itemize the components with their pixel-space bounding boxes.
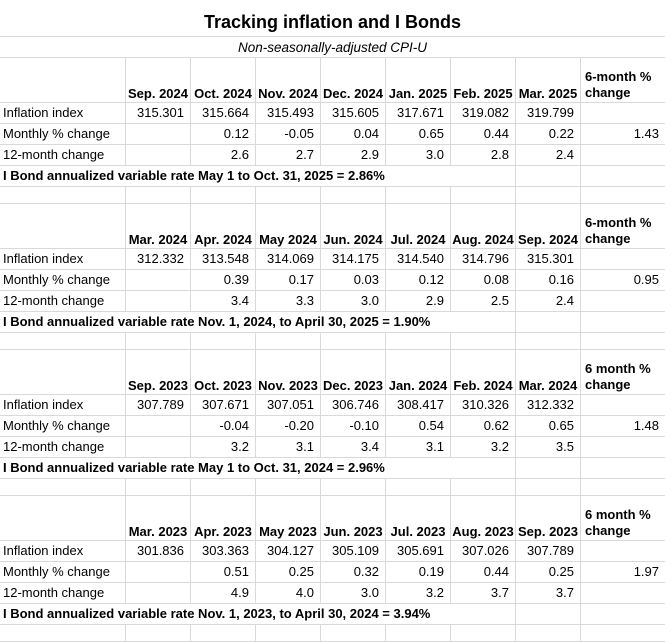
- empty-cell[interactable]: [581, 541, 665, 561]
- twelve-month-change-value[interactable]: 3.4: [321, 437, 386, 457]
- header-empty-cell[interactable]: [0, 58, 126, 102]
- inflation-index-value[interactable]: 304.127: [256, 541, 321, 561]
- month-header-cell[interactable]: Aug. 2024: [451, 204, 516, 248]
- empty-cell[interactable]: [581, 103, 665, 123]
- page-subtitle: Non-seasonally-adjusted CPI-U: [237, 39, 428, 55]
- ibond-rate-row: [0, 312, 665, 333]
- twelve-month-change-value[interactable]: 3.3: [256, 291, 321, 311]
- inflation-index-value[interactable]: 307.026: [451, 541, 516, 561]
- monthly-pct-change-row: [0, 562, 665, 583]
- ibond-rate-row: [0, 458, 665, 479]
- twelve-month-change-value[interactable]: 3.2: [191, 437, 256, 457]
- empty-cell[interactable]: [516, 312, 581, 332]
- monthly-pct-change-value[interactable]: -0.10: [321, 416, 386, 436]
- empty-cell[interactable]: [191, 479, 256, 495]
- monthly-pct-change-label[interactable]: Monthly % change: [0, 416, 126, 436]
- empty-cell[interactable]: [581, 604, 665, 624]
- empty-cell[interactable]: [386, 333, 451, 349]
- monthly-pct-change-value[interactable]: 0.62: [451, 416, 516, 436]
- monthly-pct-change-label[interactable]: Monthly % change: [0, 124, 126, 144]
- monthly-pct-change-value[interactable]: 0.22: [516, 124, 581, 144]
- inflation-index-value[interactable]: 305.691: [386, 541, 451, 561]
- twelve-month-change-value[interactable]: [126, 145, 191, 165]
- month-header-cell[interactable]: Jul. 2024: [386, 204, 451, 248]
- monthly-pct-change-value[interactable]: 0.03: [321, 270, 386, 290]
- tables-container: [0, 58, 665, 642]
- monthly-pct-change-value[interactable]: 0.65: [516, 416, 581, 436]
- subtitle-row: [0, 37, 665, 58]
- empty-cell[interactable]: [321, 625, 386, 641]
- empty-cell[interactable]: [581, 458, 665, 478]
- monthly-pct-change-value[interactable]: 0.16: [516, 270, 581, 290]
- ibond-rate-note[interactable]: I Bond annualized variable rate May 1 to Oct. 31, 2024 = 2.96%: [3, 460, 385, 475]
- inflation-index-value[interactable]: 317.671: [386, 103, 451, 123]
- monthly-pct-change-value[interactable]: 0.25: [516, 562, 581, 582]
- six-month-change-value[interactable]: 1.43: [633, 126, 659, 141]
- empty-cell[interactable]: [256, 333, 321, 349]
- ibond-rate-note[interactable]: I Bond annualized variable rate Nov. 1, 2024, to April 30, 2025 = 1.90%: [3, 314, 431, 329]
- twelve-month-change-value[interactable]: 3.7: [451, 583, 516, 603]
- twelve-month-change-value[interactable]: 3.0: [386, 145, 451, 165]
- twelve-month-change-value[interactable]: 4.0: [256, 583, 321, 603]
- inflation-index-value[interactable]: 315.493: [256, 103, 321, 123]
- ibond-rate-row: [0, 166, 665, 187]
- inflation-index-value[interactable]: 319.082: [451, 103, 516, 123]
- monthly-pct-change-row: [0, 270, 665, 291]
- table-header-row: [0, 58, 665, 103]
- header-empty-cell[interactable]: [0, 204, 126, 248]
- inflation-index-value[interactable]: 307.051: [256, 395, 321, 415]
- twelve-month-change-label[interactable]: 12-month change: [0, 437, 126, 457]
- inflation-index-value[interactable]: 312.332: [516, 395, 581, 415]
- inflation-index-value[interactable]: 305.109: [321, 541, 386, 561]
- spacer-row: [0, 479, 665, 496]
- ibond-rate-note[interactable]: I Bond annualized variable rate May 1 to Oct. 31, 2025 = 2.86%: [3, 168, 385, 183]
- twelve-month-change-row: [0, 437, 665, 458]
- month-header-cell[interactable]: Dec. 2023: [321, 350, 386, 394]
- month-header-cell[interactable]: Feb. 2025: [451, 58, 516, 102]
- month-header-cell[interactable]: Jun. 2023: [321, 496, 386, 540]
- month-header-cell[interactable]: Mar. 2024: [126, 204, 191, 248]
- twelve-month-change-row: [0, 291, 665, 312]
- empty-cell[interactable]: [191, 187, 256, 203]
- inflation-index-value[interactable]: 310.326: [451, 395, 516, 415]
- six-month-header-cell[interactable]: 6 month % change: [585, 507, 651, 538]
- twelve-month-change-value[interactable]: 2.5: [451, 291, 516, 311]
- spacer-row: [0, 333, 665, 350]
- month-header-cell[interactable]: Jul. 2023: [386, 496, 451, 540]
- month-header-cell[interactable]: Sep. 2024: [126, 58, 191, 102]
- month-header-cell[interactable]: Jan. 2024: [386, 350, 451, 394]
- empty-cell[interactable]: [321, 479, 386, 495]
- six-month-change-value[interactable]: 1.97: [633, 564, 659, 579]
- monthly-pct-change-value[interactable]: 0.25: [256, 562, 321, 582]
- empty-cell[interactable]: [516, 458, 581, 478]
- empty-cell[interactable]: [321, 333, 386, 349]
- empty-cell[interactable]: [516, 333, 581, 349]
- month-header-cell[interactable]: Nov. 2024: [256, 58, 321, 102]
- empty-cell[interactable]: [256, 479, 321, 495]
- spacer-row: [0, 187, 665, 204]
- inflation-index-value[interactable]: 307.789: [516, 541, 581, 561]
- empty-cell[interactable]: [516, 166, 581, 186]
- month-header-cell[interactable]: Apr. 2023: [191, 496, 256, 540]
- empty-cell[interactable]: [516, 604, 581, 624]
- monthly-pct-change-value[interactable]: -0.20: [256, 416, 321, 436]
- empty-cell[interactable]: [191, 625, 256, 641]
- month-header-cell[interactable]: Apr. 2024: [191, 204, 256, 248]
- monthly-pct-change-value[interactable]: 0.04: [321, 124, 386, 144]
- inflation-index-value[interactable]: 307.671: [191, 395, 256, 415]
- title-row: [0, 0, 665, 37]
- inflation-table-2: [0, 204, 665, 350]
- page-title: Tracking inflation and I Bonds: [203, 12, 462, 32]
- month-header-cell[interactable]: Feb. 2024: [451, 350, 516, 394]
- monthly-pct-change-label[interactable]: Monthly % change: [0, 270, 126, 290]
- header-empty-cell[interactable]: [0, 350, 126, 394]
- six-month-change-value[interactable]: 0.95: [633, 272, 659, 287]
- twelve-month-change-value[interactable]: [126, 583, 191, 603]
- inflation-index-value[interactable]: 308.417: [386, 395, 451, 415]
- inflation-index-value[interactable]: 303.363: [191, 541, 256, 561]
- month-header-cell[interactable]: Sep. 2024: [516, 204, 581, 248]
- monthly-pct-change-value[interactable]: -0.05: [256, 124, 321, 144]
- twelve-month-change-value[interactable]: 2.6: [191, 145, 256, 165]
- inflation-table-1: [0, 58, 665, 204]
- inflation-index-value[interactable]: 301.836: [126, 541, 191, 561]
- inflation-table-3: [0, 350, 665, 496]
- inflation-index-value[interactable]: 314.175: [321, 249, 386, 269]
- twelve-month-change-label[interactable]: 12-month change: [0, 145, 126, 165]
- twelve-month-change-value[interactable]: 3.5: [516, 437, 581, 457]
- inflation-index-value[interactable]: 312.332: [126, 249, 191, 269]
- empty-cell[interactable]: [126, 479, 191, 495]
- month-header-cell[interactable]: Aug. 2023: [451, 496, 516, 540]
- six-month-change-value[interactable]: 1.48: [633, 418, 659, 433]
- monthly-pct-change-value[interactable]: 0.08: [451, 270, 516, 290]
- twelve-month-change-value[interactable]: 3.0: [321, 583, 386, 603]
- table-header-row: [0, 204, 665, 249]
- inflation-index-label[interactable]: Inflation index: [0, 249, 126, 269]
- empty-cell[interactable]: [256, 187, 321, 203]
- empty-cell[interactable]: [0, 187, 126, 203]
- monthly-pct-change-value[interactable]: 0.54: [386, 416, 451, 436]
- twelve-month-change-value[interactable]: 3.4: [191, 291, 256, 311]
- twelve-month-change-value[interactable]: [126, 437, 191, 457]
- empty-cell[interactable]: [581, 583, 665, 603]
- empty-cell[interactable]: [0, 625, 126, 641]
- empty-cell[interactable]: [321, 187, 386, 203]
- twelve-month-change-value[interactable]: 2.8: [451, 145, 516, 165]
- twelve-month-change-value[interactable]: 2.7: [256, 145, 321, 165]
- month-header-cell[interactable]: Jun. 2024: [321, 204, 386, 248]
- twelve-month-change-value[interactable]: 3.2: [386, 583, 451, 603]
- twelve-month-change-value[interactable]: 3.1: [386, 437, 451, 457]
- empty-cell[interactable]: [256, 625, 321, 641]
- monthly-pct-change-value[interactable]: [126, 270, 191, 290]
- month-header-cell[interactable]: Sep. 2023: [126, 350, 191, 394]
- empty-cell[interactable]: [386, 187, 451, 203]
- empty-cell[interactable]: [581, 312, 665, 332]
- empty-cell[interactable]: [451, 166, 516, 186]
- twelve-month-change-value[interactable]: 3.2: [451, 437, 516, 457]
- monthly-pct-change-value[interactable]: 0.12: [191, 124, 256, 144]
- inflation-index-row: [0, 541, 665, 562]
- empty-cell[interactable]: [126, 187, 191, 203]
- table-header-row: [0, 496, 665, 541]
- empty-cell[interactable]: [386, 625, 451, 641]
- twelve-month-change-value[interactable]: 3.1: [256, 437, 321, 457]
- monthly-pct-change-value[interactable]: 0.39: [191, 270, 256, 290]
- monthly-pct-change-row: [0, 416, 665, 437]
- month-header-cell[interactable]: May 2023: [256, 496, 321, 540]
- twelve-month-change-value[interactable]: 2.9: [386, 291, 451, 311]
- empty-cell[interactable]: [0, 333, 126, 349]
- inflation-index-value[interactable]: 319.799: [516, 103, 581, 123]
- month-header-cell[interactable]: Nov. 2023: [256, 350, 321, 394]
- spacer-row: [0, 625, 665, 642]
- empty-cell[interactable]: [581, 395, 665, 415]
- monthly-pct-change-value[interactable]: 0.65: [386, 124, 451, 144]
- inflation-index-value[interactable]: 314.069: [256, 249, 321, 269]
- monthly-pct-change-value[interactable]: 0.17: [256, 270, 321, 290]
- header-empty-cell[interactable]: [0, 496, 126, 540]
- empty-cell[interactable]: [451, 604, 516, 624]
- empty-cell[interactable]: [581, 479, 665, 495]
- inflation-index-row: [0, 395, 665, 416]
- month-header-cell[interactable]: Dec. 2024: [321, 58, 386, 102]
- inflation-index-label[interactable]: Inflation index: [0, 541, 126, 561]
- inflation-index-value[interactable]: 313.548: [191, 249, 256, 269]
- month-header-cell[interactable]: May 2024: [256, 204, 321, 248]
- table-header-row: [0, 350, 665, 395]
- empty-cell[interactable]: [451, 312, 516, 332]
- monthly-pct-change-value[interactable]: 0.19: [386, 562, 451, 582]
- month-header-cell[interactable]: Mar. 2025: [516, 58, 581, 102]
- empty-cell[interactable]: [581, 249, 665, 269]
- monthly-pct-change-row: [0, 124, 665, 145]
- empty-cell[interactable]: [516, 479, 581, 495]
- empty-cell[interactable]: [451, 625, 516, 641]
- twelve-month-change-value[interactable]: 3.0: [321, 291, 386, 311]
- monthly-pct-change-value[interactable]: [126, 416, 191, 436]
- empty-cell[interactable]: [581, 145, 665, 165]
- empty-cell[interactable]: [451, 458, 516, 478]
- monthly-pct-change-value[interactable]: -0.04: [191, 416, 256, 436]
- monthly-pct-change-value[interactable]: 0.44: [451, 562, 516, 582]
- monthly-pct-change-value[interactable]: [126, 562, 191, 582]
- twelve-month-change-value[interactable]: 2.4: [516, 291, 581, 311]
- empty-cell[interactable]: [581, 625, 665, 641]
- empty-cell[interactable]: [451, 187, 516, 203]
- month-header-cell[interactable]: Oct. 2023: [191, 350, 256, 394]
- month-header-cell[interactable]: Oct. 2024: [191, 58, 256, 102]
- twelve-month-change-row: [0, 583, 665, 604]
- twelve-month-change-label[interactable]: 12-month change: [0, 583, 126, 603]
- empty-cell[interactable]: [451, 333, 516, 349]
- twelve-month-change-value[interactable]: 2.4: [516, 145, 581, 165]
- ibond-rate-note[interactable]: I Bond annualized variable rate Nov. 1, 2023, to April 30, 2024 = 3.94%: [3, 606, 431, 621]
- inflation-index-value[interactable]: 315.664: [191, 103, 256, 123]
- monthly-pct-change-value[interactable]: 0.12: [386, 270, 451, 290]
- twelve-month-change-row: [0, 145, 665, 166]
- inflation-index-row: [0, 103, 665, 124]
- empty-cell[interactable]: [581, 437, 665, 457]
- monthly-pct-change-label[interactable]: Monthly % change: [0, 562, 126, 582]
- month-header-cell[interactable]: Sep. 2023: [516, 496, 581, 540]
- monthly-pct-change-value[interactable]: 0.44: [451, 124, 516, 144]
- twelve-month-change-value[interactable]: 3.7: [516, 583, 581, 603]
- inflation-table-4: [0, 496, 665, 642]
- twelve-month-change-value[interactable]: 2.9: [321, 145, 386, 165]
- month-header-cell[interactable]: Jan. 2025: [386, 58, 451, 102]
- six-month-header-cell[interactable]: 6-month % change: [585, 69, 652, 100]
- inflation-index-value[interactable]: 315.301: [126, 103, 191, 123]
- ibond-rate-row: [0, 604, 665, 625]
- empty-cell[interactable]: [191, 333, 256, 349]
- month-header-cell[interactable]: Mar. 2024: [516, 350, 581, 394]
- inflation-index-value[interactable]: 306.746: [321, 395, 386, 415]
- inflation-index-row: [0, 249, 665, 270]
- empty-cell[interactable]: [516, 187, 581, 203]
- empty-cell[interactable]: [581, 291, 665, 311]
- inflation-index-value[interactable]: 315.605: [321, 103, 386, 123]
- empty-cell[interactable]: [516, 625, 581, 641]
- twelve-month-change-label[interactable]: 12-month change: [0, 291, 126, 311]
- empty-cell[interactable]: [451, 479, 516, 495]
- six-month-header-cell[interactable]: 6-month % change: [585, 215, 652, 246]
- inflation-index-label[interactable]: Inflation index: [0, 395, 126, 415]
- inflation-index-value[interactable]: 314.796: [451, 249, 516, 269]
- monthly-pct-change-value[interactable]: 0.32: [321, 562, 386, 582]
- empty-cell[interactable]: [0, 479, 126, 495]
- inflation-index-value[interactable]: 314.540: [386, 249, 451, 269]
- empty-cell[interactable]: [581, 187, 665, 203]
- empty-cell[interactable]: [126, 625, 191, 641]
- empty-cell[interactable]: [581, 333, 665, 349]
- empty-cell[interactable]: [581, 166, 665, 186]
- monthly-pct-change-value[interactable]: [126, 124, 191, 144]
- twelve-month-change-value[interactable]: [126, 291, 191, 311]
- six-month-header-cell[interactable]: 6 month % change: [585, 361, 651, 392]
- monthly-pct-change-value[interactable]: 0.51: [191, 562, 256, 582]
- empty-cell[interactable]: [386, 479, 451, 495]
- twelve-month-change-value[interactable]: 4.9: [191, 583, 256, 603]
- empty-cell[interactable]: [126, 333, 191, 349]
- inflation-index-label[interactable]: Inflation index: [0, 103, 126, 123]
- inflation-index-value[interactable]: 307.789: [126, 395, 191, 415]
- month-header-cell[interactable]: Mar. 2023: [126, 496, 191, 540]
- inflation-index-value[interactable]: 315.301: [516, 249, 581, 269]
